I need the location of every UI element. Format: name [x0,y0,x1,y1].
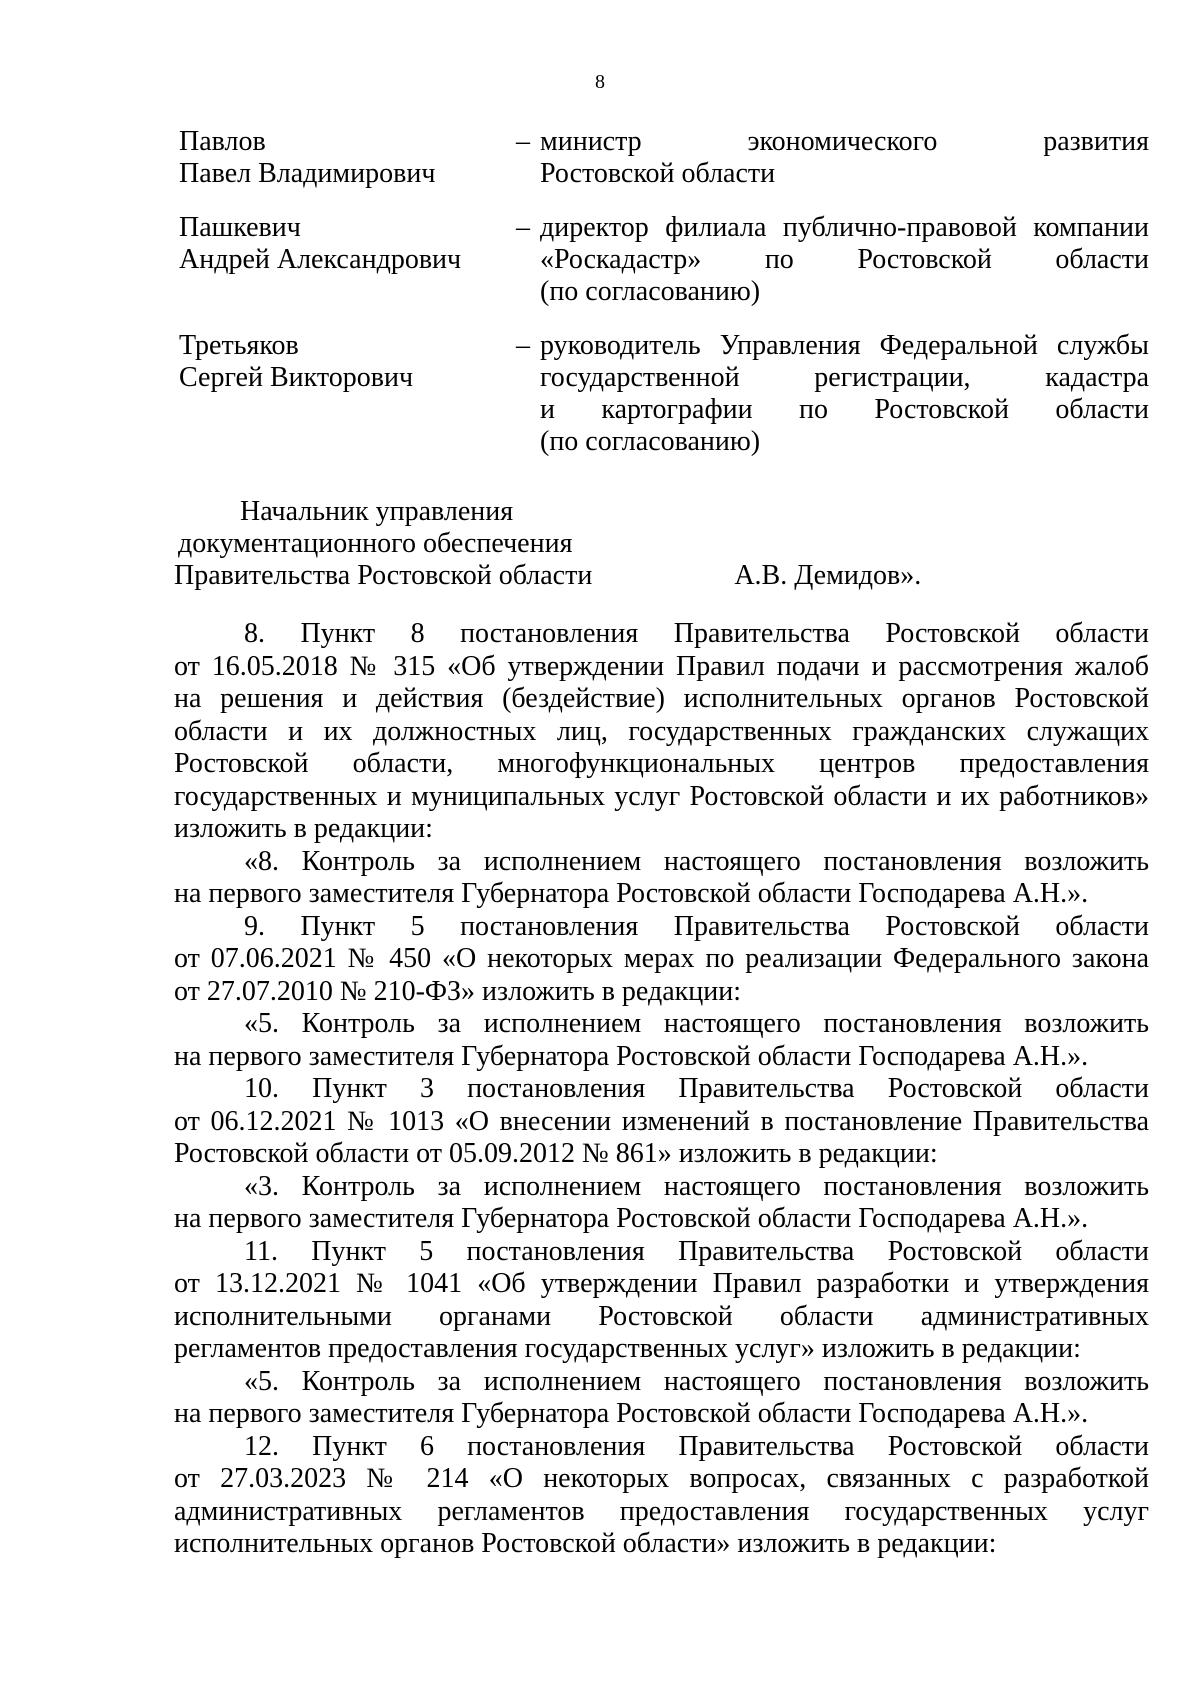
paragraph [174,1008,1149,1073]
member-surname: Третьяков [179,330,299,361]
text-line: государственных и муниципальных услуг Ростовской области и их работников» [174,780,1149,812]
member-role [540,330,1149,458]
text-line: от 13.12.2021 № 1041 «Об утверждении Правил разработки и утверждения [174,1268,1149,1299]
text-line: 9. Пункт 5 постановления Правительства Ростовской области [244,910,1149,942]
member-name [179,126,516,190]
dash: – [516,330,530,361]
member-surname: Павлов [179,126,266,157]
role-line: Ростовской области [540,158,776,189]
paragraph [174,1073,1149,1171]
text-line: 12. Пункт 6 постановления Правительства Ростовской области [244,1430,1149,1462]
member-given-name: Сергей Викторович [179,362,414,393]
text-line: административных регламентов предоставления государственных услуг [174,1495,1149,1527]
commission-roster [179,126,1149,480]
text-line: изложить в редакции: [174,813,433,844]
member-given-name: Павел Владимирович [179,158,436,189]
text-line: «5. Контроль за исполнением настоящего постановления возложить [244,1008,1149,1039]
role-line: государственной регистрации, кадастра [540,362,1149,393]
paragraph [174,1236,1149,1366]
signature-position-line: Правительства Ростовской области [174,560,593,591]
role-line: (по согласованию) [540,426,761,457]
text-line: 8. Пункт 8 постановления Правительства Ростовской области [244,618,1149,649]
role-line: министр экономического развития [540,126,1149,157]
role-line: (по согласованию) [540,276,761,307]
text-line: от 27.07.2010 № 210-ФЗ» изложить в редакции: [174,975,741,1007]
document-body [174,618,1149,1561]
role-line: руководитель Управления Федеральной службы [540,330,1149,361]
text-line: от 16.05.2018 № 315 «Об утверждении Правил подачи и рассмотрения жалоб [174,650,1149,682]
signature-position-line: документационного обеспечения [178,528,573,559]
text-line: «8. Контроль за исполнением настоящего постановления возложить [244,845,1149,877]
member-role [540,126,1149,190]
text-line: Ростовской области от 05.09.2012 № 861» изложить в редакции: [174,1138,938,1169]
roster-entry [179,212,1149,308]
text-line: исполнительными органами Ростовской области административных [174,1300,1149,1332]
text-line: 10. Пункт 3 постановления Правительства Ростовской области [244,1073,1149,1104]
signature-block [174,496,934,592]
paragraph [174,846,1149,911]
member-surname: Пашкевич [179,212,301,243]
signature-row [174,560,934,592]
role-line: «Роскадастр» по Ростовской области [540,244,1149,275]
paragraph [174,1366,1149,1431]
text-line: Ростовской области, многофункциональных центров предоставления [174,748,1149,779]
text-line: на первого заместителя Губернатора Ростовской области Господарева А.Н.». [174,1398,1089,1429]
member-name [179,330,516,458]
roster-entry [179,126,1149,190]
text-line: на решения и действия (бездействие) исполнительных органов Ростовской [174,683,1149,714]
page-number: 8 [595,71,605,93]
paragraph [174,911,1149,1009]
text-line: от 06.12.2021 № 1013 «О внесении изменений в постановление Правительства [174,1105,1149,1137]
text-line: 11. Пункт 5 постановления Правительства Ростовской области [244,1235,1149,1267]
dash: – [516,126,530,157]
text-line: от 07.06.2021 № 450 «О некоторых мерах по реализации Федерального закона [174,943,1149,974]
paragraph [174,618,1149,846]
paragraph [174,1171,1149,1236]
text-line: исполнительных органов Ростовской области» изложить в редакции: [174,1528,997,1559]
role-line: и картографии по Ростовской области [540,394,1149,425]
role-line: директор филиала публично-правовой компании [540,212,1149,243]
text-line: «5. Контроль за исполнением настоящего постановления возложить [244,1365,1149,1397]
text-line: «3. Контроль за исполнением настоящего постановления возложить [244,1170,1149,1202]
signatory-name: А.В. Демидов». [734,560,922,591]
signature-position-line: Начальник управления [240,496,514,527]
text-line: на первого заместителя Губернатора Ростовской области Господарева А.Н.». [174,1203,1089,1234]
text-line: от 27.03.2023 № 214 «О некоторых вопросах, связанных с разработкой [174,1463,1149,1494]
member-given-name: Андрей Александрович [179,244,462,275]
roster-entry [179,330,1149,458]
member-role [540,212,1149,308]
dash: – [516,212,530,243]
text-line: на первого заместителя Губернатора Ростовской области Господарева А.Н.». [174,1040,1089,1072]
paragraph [174,1431,1149,1561]
text-line: регламентов предоставления государственных услуг» изложить в редакции: [174,1333,1081,1364]
member-name [179,212,516,308]
text-line: области и их должностных лиц, государственных гражданских служащих [174,715,1149,747]
text-line: на первого заместителя Губернатора Ростовской области Господарева А.Н.». [174,878,1089,909]
